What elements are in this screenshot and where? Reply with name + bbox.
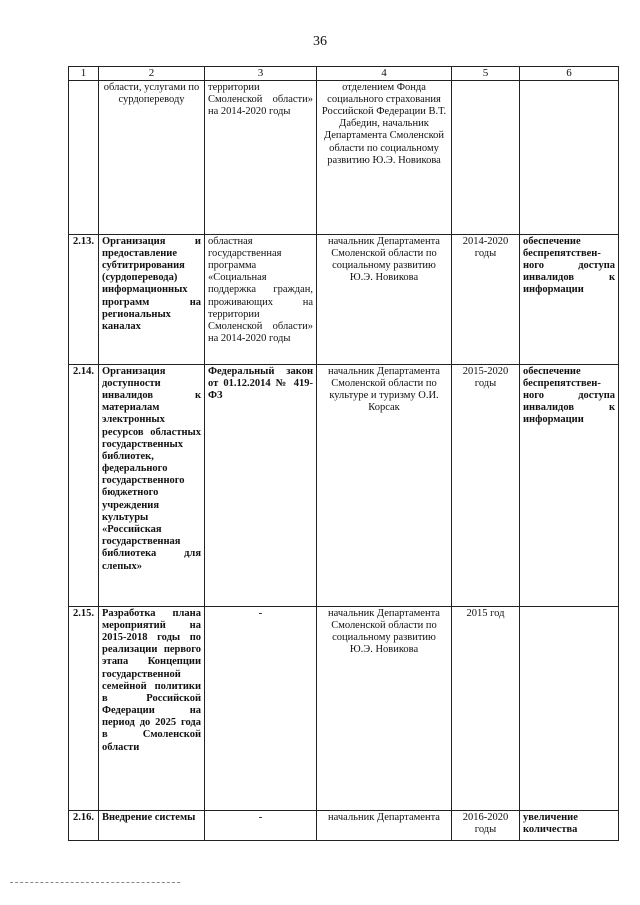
responsible-cell: начальник Департамента Смоленской области по социальному развитию Ю.Э. Новикова bbox=[317, 606, 452, 810]
column-header: 3 bbox=[205, 67, 317, 81]
basis-cell: - bbox=[205, 606, 317, 810]
period-cell: 2015 год bbox=[452, 606, 520, 810]
period-cell: 2014-2020 годы bbox=[452, 234, 520, 364]
table-row bbox=[69, 810, 619, 840]
table-row bbox=[69, 234, 619, 364]
column-header: 2 bbox=[99, 67, 205, 81]
basis-cell: областная государственная программа «Социальная поддержка граждан, проживающих на территории Смоленской области» на 2014-2020 годы bbox=[205, 234, 317, 364]
event-cell: Разработка плана мероприятий на 2015-2018 годы по реализации первого этапа Концепции государственной семейной политики в Российской Федерации на период до 2025 года в Смоленской области bbox=[99, 606, 205, 810]
basis-cell: Федеральный закон от 01.12.2014 № 419-ФЗ bbox=[205, 364, 317, 606]
result-cell: увеличение количества bbox=[520, 810, 619, 840]
event-cell: области, услугами по сурдопереводу bbox=[99, 80, 205, 234]
basis-cell: территории Смоленской области» на 2014-2020 годы bbox=[205, 80, 317, 234]
row-number bbox=[69, 80, 99, 234]
table-row bbox=[69, 80, 619, 234]
row-number: 2.14. bbox=[69, 364, 99, 606]
responsible-cell: начальник Департамента bbox=[317, 810, 452, 840]
period-cell bbox=[452, 80, 520, 234]
table-row bbox=[69, 364, 619, 606]
measures-table bbox=[68, 66, 619, 841]
result-cell bbox=[520, 80, 619, 234]
table-row bbox=[69, 606, 619, 810]
event-cell: Организация доступности инвалидов к материалам электронных ресурсов областных государственных библиотек, федерального государственного бюджетного учреждения культуры «Российская государственная библиотека для слепых» bbox=[99, 364, 205, 606]
page-number: 36 bbox=[313, 34, 327, 49]
footer-rule bbox=[10, 882, 180, 883]
result-cell: обеспечение беспрепятствен-ного доступа инвалидов к информации bbox=[520, 364, 619, 606]
table-header-row bbox=[69, 67, 619, 81]
row-number: 2.13. bbox=[69, 234, 99, 364]
responsible-cell: отделением Фонда социального страхования Российской Федерации В.Т. Дабедин, начальник Департамента Смоленской области по социальному развитию Ю.Э. Новикова bbox=[317, 80, 452, 234]
event-cell: Внедрение системы bbox=[99, 810, 205, 840]
responsible-cell: начальник Департамента Смоленской области по культуре и туризму О.И. Корсак bbox=[317, 364, 452, 606]
column-header: 5 bbox=[452, 67, 520, 81]
column-header: 6 bbox=[520, 67, 619, 81]
responsible-cell: начальник Департамента Смоленской области по социальному развитию Ю.Э. Новикова bbox=[317, 234, 452, 364]
result-cell bbox=[520, 606, 619, 810]
period-cell: 2016-2020 годы bbox=[452, 810, 520, 840]
event-cell: Организация и предоставление субтитрирования (сурдоперевода) информационных программ на региональных каналах bbox=[99, 234, 205, 364]
column-header: 1 bbox=[69, 67, 99, 81]
period-cell: 2015-2020 годы bbox=[452, 364, 520, 606]
column-header: 4 bbox=[317, 67, 452, 81]
row-number: 2.16. bbox=[69, 810, 99, 840]
result-cell: обеспечение беспрепятствен-ного доступа инвалидов к информации bbox=[520, 234, 619, 364]
row-number: 2.15. bbox=[69, 606, 99, 810]
basis-cell: - bbox=[205, 810, 317, 840]
